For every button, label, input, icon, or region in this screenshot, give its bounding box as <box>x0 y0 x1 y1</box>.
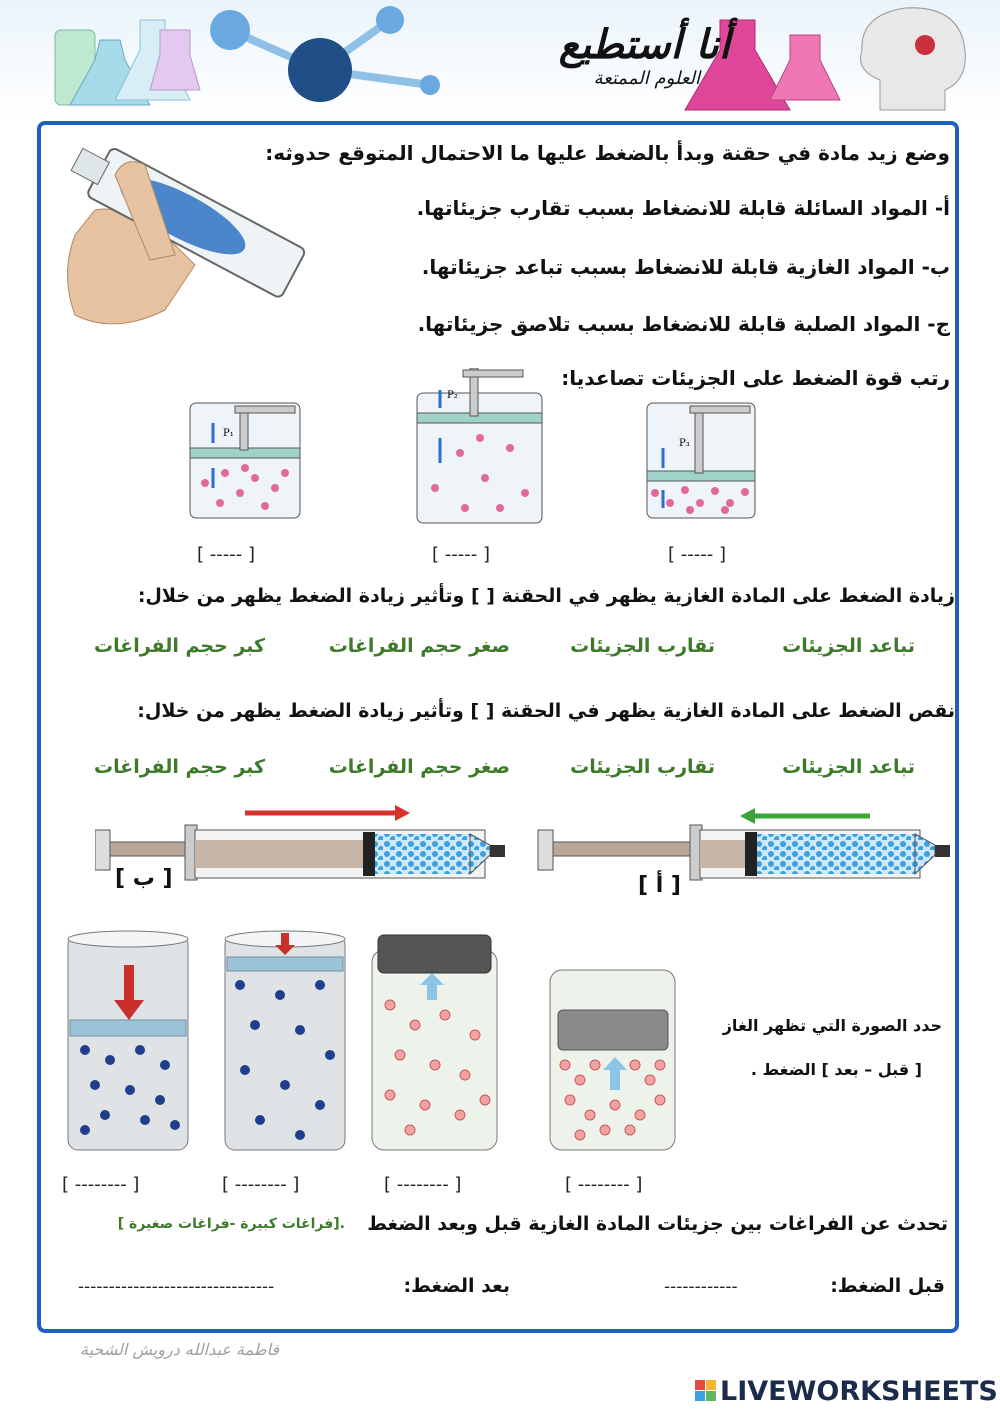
svg-text:P₁: P₁ <box>223 428 234 439</box>
molecule-icon <box>210 6 440 102</box>
liveworksheets-brand[interactable]: LIVEWORKSHEETS <box>720 1376 998 1407</box>
decrease-choice-2[interactable]: تقارب الجزيئات <box>570 756 715 778</box>
worksheet-title: أنا أستطيع <box>558 22 730 68</box>
liveworksheets-logo-icon <box>695 1380 717 1402</box>
decrease-choice-1[interactable]: تباعد الجزيئات <box>782 756 915 778</box>
cylinder-2-image <box>225 931 345 1150</box>
piston-diagrams <box>185 368 785 528</box>
cylinder-diagrams <box>60 925 700 1160</box>
cylinder-blank-2[interactable]: [ -------- ] <box>222 1174 300 1195</box>
header-banner <box>0 0 1000 118</box>
before-blank[interactable]: ------------ <box>664 1277 738 1297</box>
after-label: بعد الضغط: <box>403 1275 510 1297</box>
rank-blank-2[interactable]: [ ----- ] <box>432 544 490 565</box>
cylinder-blank-3[interactable]: [ -------- ] <box>384 1174 462 1195</box>
cylinder-blank-4[interactable]: [ -------- ] <box>565 1174 643 1195</box>
option-c[interactable]: ج- المواد الصلبة قابلة للانضغاط بسبب تلاصق جزيئاتها. <box>417 312 950 336</box>
cylinder-1-image <box>68 931 188 1150</box>
piston-p1-image <box>190 403 300 518</box>
decrease-choice-4[interactable]: كبر حجم الفراغات <box>94 756 265 778</box>
brain-head-icon <box>860 8 965 110</box>
author-signature: فاطمة عبدالله درويش الشحية <box>80 1340 280 1359</box>
intro-question: وضع زيد مادة في حقنة وبدأ بالضغط عليها ما الاحتمال المتوقع حدوثه: <box>265 141 950 165</box>
option-a[interactable]: أ- المواد السائلة قابلة للانضغاط بسبب تقارب جزيئاتها. <box>416 196 950 220</box>
hand-syringe-image <box>55 135 315 335</box>
cylinder-3-image <box>372 935 497 1150</box>
after-blank[interactable]: -------------------------------- <box>78 1277 275 1297</box>
option-b[interactable]: ب- المواد الغازية قابلة للانضغاط بسبب تباعد جزيئاتها. <box>421 255 950 279</box>
increase-choice-1[interactable]: تباعد الجزيئات <box>782 635 915 657</box>
increase-choice-3[interactable]: صغر حجم الفراغات <box>328 635 510 657</box>
syringe-b-label: [ ب ] <box>115 866 173 891</box>
syringe-diagrams <box>95 800 965 895</box>
piston-p3-image <box>647 403 755 518</box>
syringe-a-image <box>538 808 950 880</box>
spaces-question: تحدث عن الفراغات بين جزيئات المادة الغازية قبل وبعد الضغط <box>367 1213 948 1235</box>
rank-blank-1[interactable]: [ ----- ] <box>197 544 255 565</box>
before-label: قبل الضغط: <box>830 1275 945 1297</box>
increase-choice-2[interactable]: تقارب الجزيئات <box>570 635 715 657</box>
syringe-a-label: [ أ ] <box>638 873 681 898</box>
identify-line-2: [ قبل – بعد ] الضغط . <box>750 1060 922 1079</box>
cylinder-blank-1[interactable]: [ -------- ] <box>62 1174 140 1195</box>
increase-choice-4[interactable]: كبر حجم الفراغات <box>94 635 265 657</box>
decrease-question: نقص الضغط على المادة الغازية يظهر في الحقنة [ ] وتأثير زيادة الضغط يظهر من خلال: <box>137 700 955 722</box>
increase-question: زيادة الضغط على المادة الغازية يظهر في الحقنة [ ] وتأثير زيادة الضغط يظهر من خلال: <box>137 585 955 607</box>
svg-text:P₃: P₃ <box>679 438 690 449</box>
piston-p2-image <box>417 368 542 523</box>
svg-text:P₂: P₂ <box>447 390 458 401</box>
decrease-choice-3[interactable]: صغر حجم الفراغات <box>328 756 510 778</box>
flasks-left-icon <box>55 20 200 105</box>
ranking-question: رتب قوة الضغط على الجزيئات تصاعديا: <box>561 366 950 390</box>
rank-blank-3[interactable]: [ ----- ] <box>668 544 726 565</box>
spaces-hint: .[فراغات كبيرة -فراغات صغيرة ] <box>117 1216 345 1232</box>
identify-line-1: حدد الصورة التي تظهر الغاز <box>722 1016 942 1035</box>
cylinder-4-image <box>550 970 675 1150</box>
worksheet-subtitle: العلوم الممتعة <box>593 68 700 89</box>
header-illustration <box>0 0 1000 118</box>
